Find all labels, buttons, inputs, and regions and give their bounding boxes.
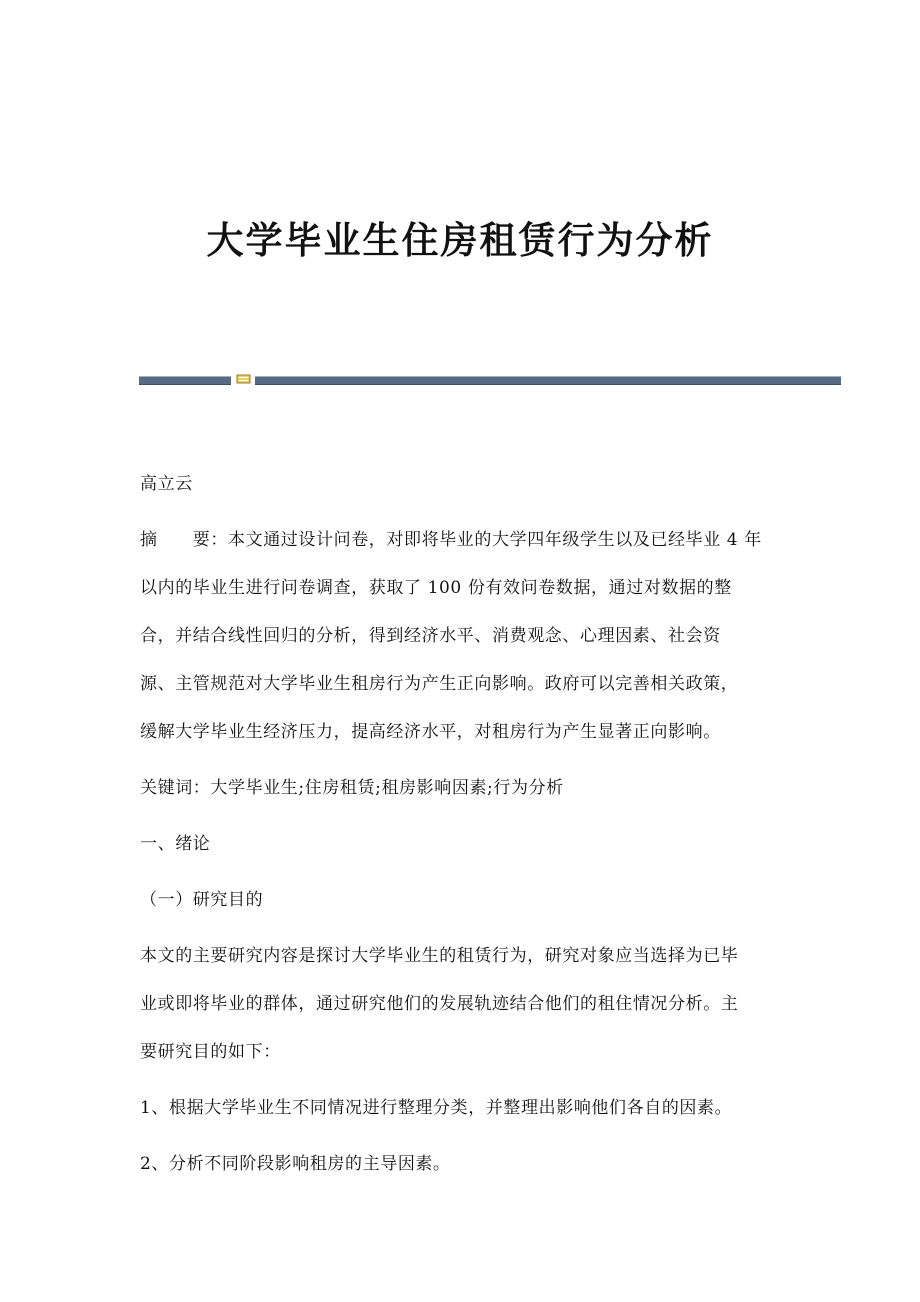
abstract-line: 缓解大学毕业生经济压力，提高经济水平，对租房行为产生显著正向影响。 — [140, 722, 721, 742]
paragraph-line: 要研究目的如下： — [140, 1042, 281, 1062]
paragraph-line: 本文的主要研究内容是探讨大学毕业生的租赁行为，研究对象应当选择为已毕 — [140, 946, 739, 966]
divider-ornament-icon — [236, 373, 251, 385]
author-name: 高立云 — [140, 474, 193, 494]
paragraph-line: 业或即将毕业的群体，通过研究他们的发展轨迹结合他们的租住情况分析。主 — [140, 994, 739, 1014]
divider-bar-right — [255, 376, 841, 385]
title-divider — [139, 372, 841, 386]
list-item: 1、根据大学毕业生不同情况进行整理分类，并整理出影响他们各自的因素。 — [140, 1098, 733, 1118]
document-title: 大学毕业生住房租赁行为分析 — [206, 218, 714, 262]
abstract-line: 以内的毕业生进行问卷调查，获取了 100 份有效问卷数据，通过对数据的整 — [140, 578, 732, 598]
subsection-heading: （一）研究目的 — [140, 890, 264, 910]
abstract-line: 合，并结合线性回归的分析，得到经济水平、消费观念、心理因素、社会资 — [140, 626, 721, 646]
keywords: 关键词：大学毕业生;住房租赁;租房影响因素;行为分析 — [140, 778, 564, 798]
abstract-line: 摘 要：本文通过设计问卷，对即将毕业的大学四年级学生以及已经毕业 4 年 — [140, 530, 762, 550]
section-heading: 一、绪论 — [140, 834, 211, 854]
divider-bar-left — [139, 376, 231, 385]
list-item: 2、分析不同阶段影响租房的主导因素。 — [140, 1154, 451, 1174]
abstract-line: 源、主管规范对大学毕业生租房行为产生正向影响。政府可以完善相关政策， — [140, 674, 739, 694]
